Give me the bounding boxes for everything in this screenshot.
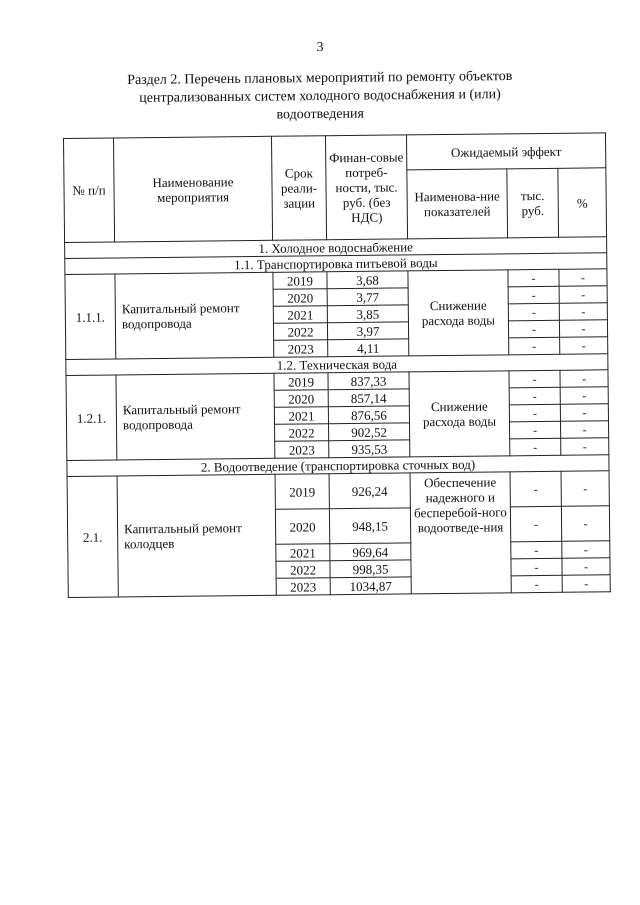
year-cell: 2022 bbox=[276, 561, 330, 579]
header-effect: Ожидаемый эффект bbox=[406, 133, 605, 170]
title-line-3: водоотведения bbox=[276, 106, 365, 123]
year-cell: 2021 bbox=[273, 306, 327, 324]
dash-cell: - bbox=[508, 269, 559, 287]
dash-cell: - bbox=[562, 575, 610, 593]
dash-cell: - bbox=[508, 320, 559, 338]
value-cell: 935,53 bbox=[329, 440, 410, 458]
value-cell: 876,56 bbox=[328, 406, 409, 424]
header-thous: тыс. руб. bbox=[507, 168, 559, 238]
dash-cell: - bbox=[509, 404, 560, 422]
title-line-2: централизованных систем холодного водоснабжения и (или) bbox=[139, 87, 501, 106]
year-cell: 2021 bbox=[276, 544, 330, 562]
year-cell: 2021 bbox=[274, 407, 328, 425]
row-name: Капитальный ремонт водопровода bbox=[116, 373, 275, 460]
dash-cell: - bbox=[511, 558, 562, 576]
value-cell: 4,11 bbox=[328, 339, 409, 357]
dash-cell: - bbox=[560, 387, 608, 405]
header-name: Наименование мероприятия bbox=[114, 136, 273, 242]
value-cell: 902,52 bbox=[329, 423, 410, 441]
value-cell: 998,35 bbox=[330, 560, 411, 578]
dash-cell: - bbox=[560, 421, 608, 439]
value-cell: 837,33 bbox=[328, 372, 409, 390]
year-cell: 2020 bbox=[275, 509, 329, 545]
dash-cell: - bbox=[561, 471, 609, 507]
header-term: Срок реали-зации bbox=[271, 136, 326, 241]
dash-cell: - bbox=[510, 471, 561, 507]
dash-cell: - bbox=[561, 438, 609, 456]
dash-cell: - bbox=[509, 337, 560, 355]
dash-cell: - bbox=[561, 506, 609, 542]
header-percent: % bbox=[558, 168, 607, 237]
value-cell: 926,24 bbox=[329, 473, 410, 509]
dash-cell: - bbox=[509, 421, 560, 439]
dash-cell: - bbox=[559, 286, 607, 304]
year-cell: 2019 bbox=[275, 474, 329, 510]
year-cell: 2023 bbox=[274, 340, 328, 358]
row-indicator: Снижение расхода воды bbox=[409, 371, 510, 457]
row-indicator: Обеспечение надежного и бесперебой-ного водоотведе-ния bbox=[410, 472, 511, 594]
row-num: 1.2.1. bbox=[66, 375, 117, 461]
dash-cell: - bbox=[562, 558, 610, 576]
dash-cell: - bbox=[510, 506, 561, 542]
section-wastewater: 2. Водоотведение (транспортировка сточных вод) bbox=[67, 455, 609, 477]
dash-cell: - bbox=[508, 286, 559, 304]
year-cell: 2019 bbox=[274, 373, 328, 391]
year-cell: 2023 bbox=[276, 578, 330, 596]
year-cell: 2020 bbox=[274, 390, 328, 408]
year-cell: 2019 bbox=[273, 272, 327, 290]
header-indicator: Наименова-ние показателей bbox=[407, 169, 508, 239]
title-line-1: Раздел 2. Перечень плановых мероприятий по ремонту объектов bbox=[127, 68, 513, 89]
value-cell: 3,85 bbox=[327, 305, 408, 323]
dash-cell: - bbox=[559, 303, 607, 321]
dash-cell: - bbox=[509, 387, 560, 405]
value-cell: 1034,87 bbox=[330, 577, 411, 595]
section-title bbox=[60, 67, 581, 126]
dash-cell: - bbox=[511, 541, 562, 559]
dash-cell: - bbox=[560, 337, 608, 355]
row-indicator: Снижение расхода воды bbox=[408, 270, 509, 356]
row-name: Капитальный ремонт колодцев bbox=[117, 474, 276, 597]
row-name: Капитальный ремонт водопровода bbox=[115, 272, 274, 359]
dash-cell: - bbox=[508, 303, 559, 321]
value-cell: 3,77 bbox=[327, 288, 408, 306]
year-cell: 2023 bbox=[275, 441, 329, 459]
value-cell: 3,97 bbox=[327, 322, 408, 340]
dash-cell: - bbox=[509, 370, 560, 388]
year-cell: 2020 bbox=[273, 289, 327, 307]
dash-cell: - bbox=[559, 269, 607, 287]
row-num: 2.1. bbox=[67, 476, 118, 598]
dash-cell: - bbox=[560, 404, 608, 422]
dash-cell: - bbox=[560, 370, 608, 388]
value-cell: 3,68 bbox=[327, 271, 408, 289]
header-finance: Финан-совые потреб-ности, тыс. руб. (без НДС) bbox=[325, 135, 407, 240]
measures-table bbox=[63, 132, 611, 598]
dash-cell: - bbox=[562, 541, 610, 559]
year-cell: 2022 bbox=[273, 323, 327, 341]
dash-cell: - bbox=[510, 438, 561, 456]
table-row bbox=[67, 471, 609, 512]
subsection-technical-water: 1.2. Техническая вода bbox=[66, 354, 608, 376]
dash-cell: - bbox=[511, 575, 562, 593]
value-cell: 969,64 bbox=[330, 543, 411, 561]
section-cold-water: 1. Холодное водоснабжение bbox=[65, 237, 607, 259]
dash-cell: - bbox=[559, 320, 607, 338]
subsection-drinking-water: 1.1. Транспортировка питьевой воды bbox=[65, 253, 607, 275]
value-cell: 948,15 bbox=[329, 508, 410, 544]
header-row-1 bbox=[64, 133, 606, 174]
row-num: 1.1.1. bbox=[65, 274, 116, 360]
page-number: 3 bbox=[316, 40, 324, 55]
value-cell: 857,14 bbox=[328, 389, 409, 407]
header-num: № п/п bbox=[64, 138, 115, 243]
year-cell: 2022 bbox=[275, 424, 329, 442]
